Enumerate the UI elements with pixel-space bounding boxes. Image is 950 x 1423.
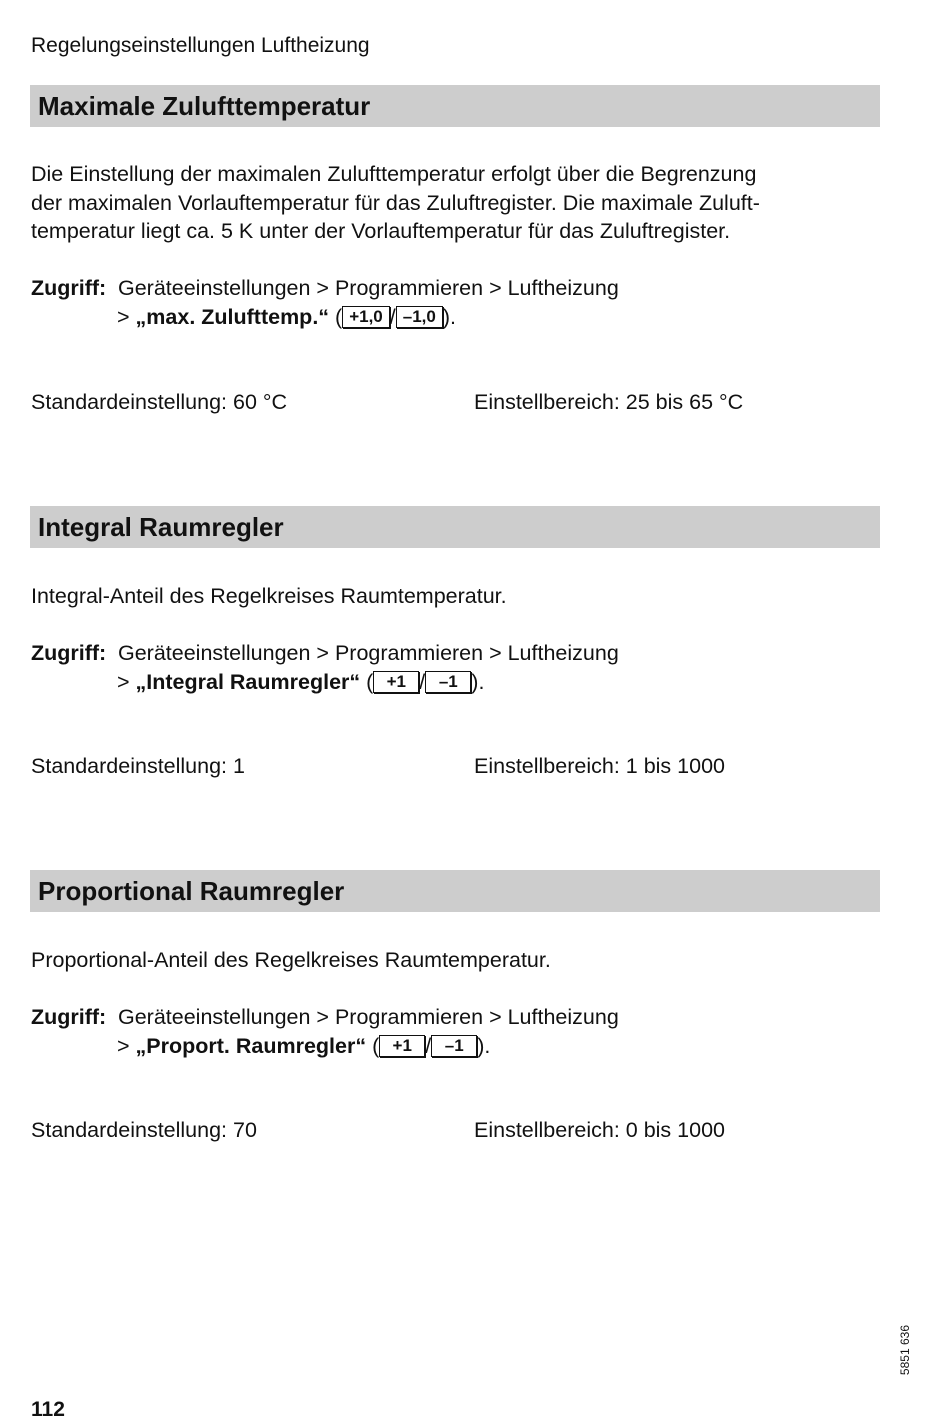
section-title: Integral Raumregler xyxy=(38,512,284,542)
description-line: temperatur liegt ca. 5 K unter der Vorlauftemperatur für das Zuluftregister. xyxy=(31,219,731,243)
default-setting: Standardeinstellung: 70 xyxy=(31,1118,257,1142)
default-setting: Standardeinstellung: 1 xyxy=(31,754,245,778)
increment-key: +1 xyxy=(373,671,419,693)
description-line: Integral-Anteil des Regelkreises Raumtemperatur. xyxy=(31,584,507,608)
section-title: Maximale Zulufttemperatur xyxy=(38,91,371,121)
menu-item-name: „Proport. Raumregler“ xyxy=(135,1033,367,1058)
description-line: Proportional-Anteil des Regelkreises Raumtemperatur. xyxy=(31,948,551,972)
access-label: Zugriff: xyxy=(31,641,107,665)
page-number: 112 xyxy=(31,1398,65,1421)
decrement-key: –1,0 xyxy=(396,306,443,328)
default-setting: Standardeinstellung: 60 °C xyxy=(31,390,288,414)
running-head: Regelungseinstellungen Luftheizung xyxy=(31,34,370,57)
description-line: der maximalen Vorlauftemperatur für das Zuluftregister. Die maximale Zuluft- xyxy=(31,190,760,215)
decrement-key: –1 xyxy=(425,671,471,693)
decrement-key: –1 xyxy=(431,1035,477,1057)
section-header-integral-controller xyxy=(30,506,880,548)
access-prefix: > xyxy=(117,1033,136,1058)
section-header-proportional-controller xyxy=(30,870,880,912)
increment-key: +1,0 xyxy=(342,306,390,328)
section-description xyxy=(31,582,507,611)
setting-range: Einstellbereich: 0 bis 1000 xyxy=(474,1118,725,1142)
access-path: Geräteeinstellungen > Programmieren > Luftheizung xyxy=(118,641,619,665)
setting-range: Einstellbereich: 1 bis 1000 xyxy=(474,754,725,778)
menu-item-name: „max. Zulufttemp.“ xyxy=(135,304,330,329)
document-code: 5851 636 xyxy=(898,1324,912,1375)
menu-item-name: „Integral Raumregler“ xyxy=(135,669,361,694)
access-prefix: > xyxy=(117,669,136,694)
section-description xyxy=(31,160,760,246)
access-path-block: Zugriff: Geräteeinstellungen > Programmieren > Luftheizung > „Integral Raumregler“ ( +1 / –1 ). xyxy=(31,641,619,694)
access-path-block: Zugriff: Geräteeinstellungen > Programmieren > Luftheizung > „Proport. Raumregler“ ( +1 / –1 ). xyxy=(31,1005,619,1058)
section-title: Proportional Raumregler xyxy=(38,876,345,906)
setting-range: Einstellbereich: 25 bis 65 °C xyxy=(474,390,744,414)
access-path: Geräteeinstellungen > Programmieren > Luftheizung xyxy=(118,1005,619,1029)
increment-key: +1 xyxy=(379,1035,425,1057)
section-header-max-supply-temp xyxy=(30,85,880,127)
access-path: Geräteeinstellungen > Programmieren > Luftheizung xyxy=(118,276,619,300)
access-prefix: > xyxy=(117,304,136,329)
access-label: Zugriff: xyxy=(31,276,107,300)
section-description xyxy=(31,946,551,975)
access-path-block: Zugriff: Geräteeinstellungen > Programmieren > Luftheizung > „max. Zulufttemp.“ ( +1,0 / –1,0 ). xyxy=(31,276,619,329)
access-label: Zugriff: xyxy=(31,1005,107,1029)
description-line: Die Einstellung der maximalen Zulufttemperatur erfolgt über die Begrenzung xyxy=(31,162,757,186)
